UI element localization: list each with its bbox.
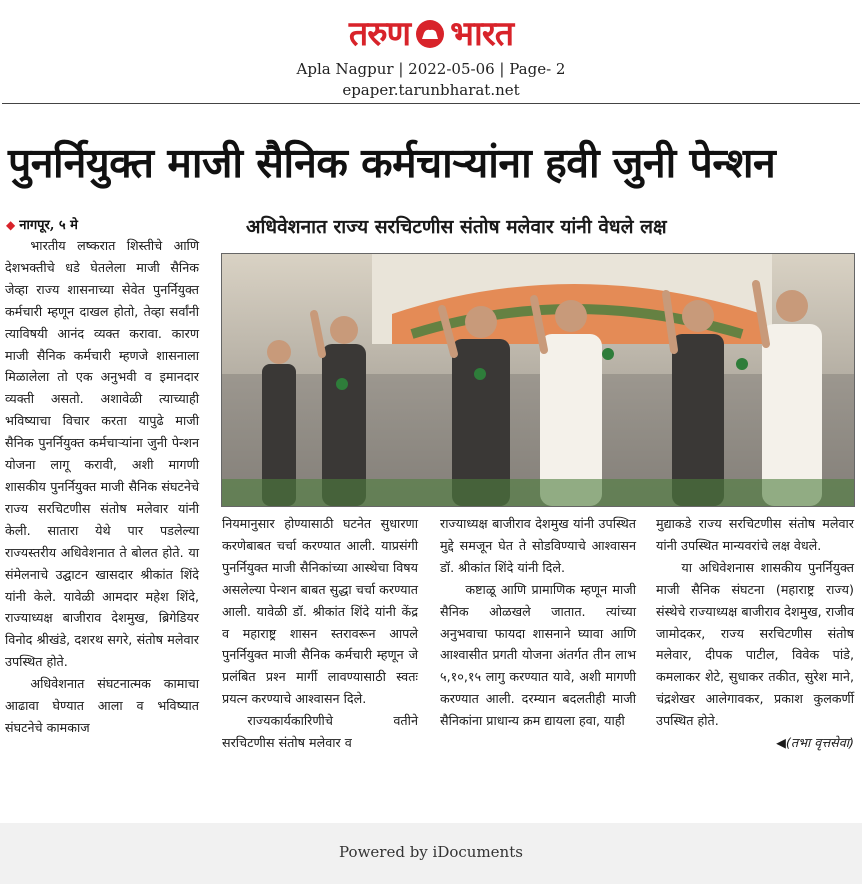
bullet-diamond-icon: ◆ bbox=[6, 218, 16, 232]
footer-powered-by[interactable]: Powered by iDocuments bbox=[339, 843, 523, 861]
paragraph: राज्याध्यक्ष बाजीराव देशमुख यांनी उपस्थित मुद्दे समजून घेत ते सोडविण्याचे आश्वासन डॉ. श्रीकांत शिंदे यांनी दिले. bbox=[440, 516, 636, 575]
article-headline: पुनर्नियुक्त माजी सैनिक कर्मचाऱ्यांना हवी जुनी पेन्शन bbox=[8, 139, 776, 187]
paragraph: या अधिवेशनास शासकीय पुनर्नियुक्त माजी सैनिक संघटना (महाराष्ट्र राज्य) संस्थेचे राज्याध्यक्ष बाजीराव देशमुख, राजीव जामोदकर, राज्य सरचिटणीस संतोष मलेवार, दीपक पाटील, विवेक पांडे, कमलाकर शेटे, सुधाकर तकीत, सुरेश माने, चंद्रशेखर आलेगावकर, प्रकाश कुलकर्णी उपस्थित होते. bbox=[656, 559, 854, 729]
article-photo bbox=[221, 253, 855, 507]
paragraph: मुद्याकडे राज्य सरचिटणीस संतोष मलेवार यांनी उपस्थित मान्यवरांचे लक्ष वेधले. bbox=[656, 516, 854, 553]
paragraph: कष्टाळू आणि प्रामाणिक म्हणून माजी सैनिक ओळखले जातात. त्यांच्या अनुभवाचा फायदा शासनाने घ्यावा आणि आश्वासीत प्रगती योजना अंतर्गत तीन लाभ ५,१०,१५ लागु करण्यात यावे, अशी मागणी करण्यात आली. दरम्यान बदलतीही माजी सैनिकांना प्राधान्य क्रम द्यायला हवा, याही bbox=[440, 581, 636, 729]
paragraph: नियमानुसार होण्यासाठी घटनेत सुधारणा करणेबाबत चर्चा करण्यात आली. याप्रसंगी पुनर्नियुक्त माजी सैनिकांच्या आस्थेचा विषय असलेल्या पेन्शन बाबत सुद्धा चर्चा करण्यात आली. यावेळी डॉ. श्रीकांत शिंदे यांनी केंद्र व महाराष्ट्र शासन स्तरावरून आपले पुनर्नियुक्त माजी सैनिक कर्मचारी म्हणून जे प्रलंबित प्रश्‍न मार्गी लावण्यासाठी स्वतः प्रयत्न करण्याचे आश्वासन दिले. bbox=[222, 516, 418, 707]
event-photo-illustration bbox=[222, 254, 854, 506]
paragraph: राज्यकार्यकारिणीचे वतीने सरचिटणीस संतोष मलेवार व bbox=[222, 713, 418, 751]
lion-emblem-icon bbox=[416, 20, 444, 48]
article-column-3 bbox=[440, 513, 636, 732]
header-divider bbox=[2, 103, 860, 104]
logo-word-right: भारत bbox=[450, 14, 514, 54]
epaper-url[interactable]: epaper.tarunbharat.net bbox=[342, 81, 520, 99]
triangle-left-icon: ◀ bbox=[776, 735, 786, 751]
paragraph: भारतीय लष्करात शिस्तीचे आणि देशभक्तीचे धडे घेतलेला माजी सैनिक जेव्हा राज्य शासनाच्या सेवेत पुनर्नियुक्त कर्मचारी म्हणून दाखल होतो, तेव्हा सर्वांनी त्याविषयी आनंद व्यक्त करावा. कारण माजी सैनिक कर्मचारी म्हणजे शासनाला मिळालेला तो एक अनुभवी व इमानदार व्यक्ती असतो. अशावेळी त्याच्याही भविष्याचा विचार करता यापुढे माजी सैनिक पुनर्नियुक्त कर्मचाऱ्यांना जुनी पेन्शन योजना लागू करावी, अशी मागणी शासकीय पुनर्नियुक्त माजी सैनिक संघटनेचे राज्य सरचिटणीस संतोष मलेवार यांनी केली. सातारा येथे पार पडलेल्या राज्यस्तरीय अधिवेशनात ते बोलत होते. या संमेलनाचे उद्घाटन खासदार श्रीकांत शिंदे यांनी केले. यावेळी आमदार महेश शिंदे, राज्याध्यक्ष बाजीराव देशमुख, ब्रिगेडियर विनोद श्रीखंडे, दशरथ सगरे, संतोष मलेवार उपस्थित होते. bbox=[5, 238, 199, 670]
article-column-2 bbox=[222, 513, 418, 754]
article-column-4 bbox=[656, 513, 854, 754]
credit-text: (तभा वृत्तसेवा) bbox=[785, 735, 854, 751]
news-credit bbox=[656, 732, 854, 754]
newspaper-logo bbox=[349, 14, 513, 54]
masthead bbox=[0, 14, 862, 54]
paragraph: अधिवेशनात संघटनात्मक कामाचा आढावा घेण्यात आला व भविष्यात संघटनेचे कामकाज bbox=[5, 676, 199, 735]
dateline bbox=[6, 215, 78, 233]
article-column-1 bbox=[5, 235, 199, 739]
edition-info: Apla Nagpur | 2022-05-06 | Page- 2 bbox=[296, 60, 566, 78]
article-subheadline: अधिवेशनात राज्य सरचिटणीस संतोष मलेवार यांनी वेधले लक्ष bbox=[246, 216, 667, 238]
dateline-text: नागपूर, ५ मे bbox=[19, 218, 78, 233]
logo-word-left: तरुण bbox=[348, 14, 411, 54]
